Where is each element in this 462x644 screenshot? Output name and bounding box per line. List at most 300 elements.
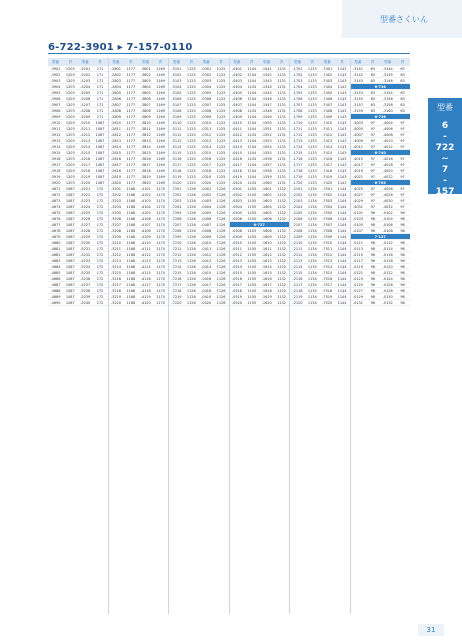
model-number-cell: -5225 xyxy=(80,211,91,215)
page-ref-cell: 171 xyxy=(96,67,104,71)
range-title: 6-722-3901 ▸ 7-157-0110 xyxy=(48,42,193,53)
page-ref-cell: 1132 xyxy=(277,265,287,269)
page-ref-cell: 1169 xyxy=(156,79,166,83)
model-number-cell: -1554 xyxy=(261,145,272,149)
page-ref-cell: 1126 xyxy=(216,283,226,287)
model-number-cell: -3146 xyxy=(382,79,393,83)
model-number-cell: -7408 xyxy=(322,109,333,113)
page-ref-cell: 1168 xyxy=(126,229,136,233)
page-ref-cell: 1132 xyxy=(277,199,287,203)
model-number-cell: -4004 xyxy=(382,121,393,125)
page-ref-cell: 1144 xyxy=(337,211,347,215)
page-ref-cell: 1104 xyxy=(247,67,257,71)
model-number-cell: -5118 xyxy=(171,169,182,173)
page-ref-cell: 1131 xyxy=(277,145,287,149)
model-number-cell: -0107 xyxy=(352,229,364,233)
page-ref-cell: 1168 xyxy=(126,199,136,203)
page-ref-cell: 1170 xyxy=(156,277,166,281)
model-number-cell: -7203 xyxy=(171,199,182,203)
page-ref-cell: 1131 xyxy=(277,163,287,167)
page-ref-cell: 98 xyxy=(400,253,405,257)
model-number-cell: -3915 xyxy=(50,151,61,155)
page-ref-cell: 1169 xyxy=(156,175,166,179)
model-number-cell: -4005 xyxy=(352,127,364,131)
model-number-cell: -7207 xyxy=(171,223,182,227)
page-number: 31 xyxy=(418,624,444,636)
page-ref-cell: 1134 xyxy=(307,295,317,299)
page-ref-cell: 1133 xyxy=(307,175,317,179)
model-number-cell: -1703 xyxy=(292,79,303,83)
page-ref-cell: 1125 xyxy=(186,103,196,107)
page-ref-cell: 1170 xyxy=(156,283,166,287)
model-number-cell: -3808 xyxy=(140,109,151,113)
model-number-cell: -0316 xyxy=(201,157,212,161)
page-ref-cell: 1125 xyxy=(216,91,226,95)
page-ref-cell: 97 xyxy=(400,205,405,209)
model-number-cell: -4688 xyxy=(50,289,61,293)
page-ref-cell: 63 xyxy=(400,73,405,77)
page-ref-cell: 97 xyxy=(400,157,405,161)
page-ref-cell: 1143 xyxy=(337,67,347,71)
page-ref-cell: 63 xyxy=(370,67,376,71)
page-ref-cell: 98 xyxy=(400,295,405,299)
page-ref-cell: 1104 xyxy=(247,127,257,131)
page-ref-cell: 1125 xyxy=(216,175,226,179)
page-ref-cell: 63 xyxy=(370,91,376,95)
page-ref-cell: 1133 xyxy=(307,157,317,161)
page-ref-cell: 63 xyxy=(400,97,405,101)
model-number-cell: -4671 xyxy=(50,187,61,191)
model-number-cell: -7507 xyxy=(322,223,333,227)
model-number-cell: -7512 xyxy=(322,253,333,257)
page-ref-cell: 1087 xyxy=(95,181,105,185)
model-number-cell: -3911 xyxy=(50,127,61,131)
page-ref-cell: 1087 xyxy=(65,229,75,233)
page-ref-cell: 1169 xyxy=(156,157,166,161)
page-ref-cell: 1105 xyxy=(247,277,257,281)
model-number-cell: -3913 xyxy=(50,139,61,143)
page-ref-cell: 98 xyxy=(370,259,376,263)
model-number-cell: -0101 xyxy=(352,211,364,215)
page-ref-cell: 1168 xyxy=(126,211,136,215)
index-table xyxy=(48,58,410,614)
page-ref-cell: 1125 xyxy=(216,133,226,137)
model-number-cell: -3218 xyxy=(110,289,122,293)
model-number-cell: -5224 xyxy=(80,205,91,209)
page-ref-cell: 1177 xyxy=(126,127,136,131)
page-ref-cell: 1132 xyxy=(277,295,287,299)
model-number-cell: -5107 xyxy=(171,103,182,107)
page-ref-cell: 1144 xyxy=(337,217,347,221)
page-ref-cell: 1087 xyxy=(95,139,105,143)
page-ref-cell: 171 xyxy=(96,91,104,95)
page-ref-cell: 1170 xyxy=(156,241,166,245)
model-number-cell: -0412 xyxy=(201,253,212,257)
page-ref-cell: 1126 xyxy=(186,265,196,269)
model-number-cell: -3817 xyxy=(140,163,151,167)
column-header xyxy=(230,58,290,66)
page-ref-cell: 1203 xyxy=(65,145,75,149)
page-ref-cell: 97 xyxy=(370,121,376,125)
page-ref-cell: 1177 xyxy=(126,67,136,71)
model-number-cell: -0404 xyxy=(231,85,243,89)
model-number-cell: -3919 xyxy=(50,175,61,179)
model-number-cell: -7401 xyxy=(322,67,333,71)
page-ref-cell: 1169 xyxy=(156,151,166,155)
model-number-cell: -0124 xyxy=(382,277,393,281)
page-ref-cell: 1087 xyxy=(65,211,75,215)
page-ref-cell: 1125 xyxy=(186,67,196,71)
column-header-cell: 型番 xyxy=(51,60,60,64)
page-ref-cell: 98 xyxy=(370,277,376,281)
model-number-cell: -0420 xyxy=(201,301,212,305)
model-number-cell: -4111 xyxy=(140,247,151,251)
page-ref-cell: 1125 xyxy=(216,79,226,83)
page-ref-cell: 63 xyxy=(370,79,376,83)
page-ref-cell: 1203 xyxy=(65,139,75,143)
model-number-cell: -3912 xyxy=(50,133,61,137)
model-number-cell: -5116 xyxy=(171,157,182,161)
model-number-cell: -4012 xyxy=(382,145,393,149)
side-index-tab[interactable] xyxy=(428,98,462,197)
model-number-cell: -0320 xyxy=(201,181,212,185)
model-number-cell: -0303 xyxy=(201,79,212,83)
model-number-cell: -1549 xyxy=(261,115,272,119)
page-ref-cell: 1168 xyxy=(126,289,136,293)
model-number-cell: -3816 xyxy=(140,157,151,161)
page-ref-cell: 97 xyxy=(370,127,376,131)
page-ref-cell: 1105 xyxy=(247,253,257,257)
model-number-cell: -7405 xyxy=(322,91,333,95)
model-number-cell: -0501 xyxy=(231,187,243,191)
page-ref-cell: 1203 xyxy=(65,73,75,77)
page-ref-cell: 1169 xyxy=(156,169,166,173)
page-ref-cell: 1104 xyxy=(247,115,257,119)
page-ref-cell: 1126 xyxy=(216,199,226,203)
page-ref-cell: 1168 xyxy=(126,301,136,305)
model-number-cell: -3153 xyxy=(352,91,364,95)
model-number-cell: -7415 xyxy=(322,151,333,155)
model-number-cell: -5101 xyxy=(171,67,182,71)
model-number-cell: -3810 xyxy=(140,121,151,125)
page-ref-cell: 1087 xyxy=(95,175,105,179)
page-ref-cell: 1144 xyxy=(337,265,347,269)
model-number-cell: -0411 xyxy=(201,247,212,251)
header-tab xyxy=(342,0,462,38)
page-ref-cell: 1168 xyxy=(126,265,136,269)
page-ref-cell: 1133 xyxy=(307,133,317,137)
header-title: 型番さくいん xyxy=(380,15,428,24)
page-ref-cell: 1170 xyxy=(156,295,166,299)
page-ref-cell: 1087 xyxy=(65,259,75,263)
model-number-cell: -3801 xyxy=(140,67,151,71)
page-ref-cell: 98 xyxy=(400,223,405,227)
page-ref-cell: 1168 xyxy=(126,217,136,221)
page-ref-cell: 1132 xyxy=(277,271,287,275)
model-number-cell: -5223 xyxy=(80,199,91,203)
page-ref-cell: 1143 xyxy=(337,145,347,149)
model-number-cell: -5103 xyxy=(171,79,182,83)
page-ref-cell: 1133 xyxy=(307,73,317,77)
model-number-cell: -3802 xyxy=(140,73,151,77)
page-ref-cell: 63 xyxy=(370,97,376,101)
model-number-cell: -0405 xyxy=(231,91,243,95)
model-number-cell: -4008 xyxy=(382,133,393,137)
page-ref-cell: 1143 xyxy=(337,109,347,113)
model-number-cell: -3906 xyxy=(50,97,61,101)
page-ref-cell: 1169 xyxy=(156,67,166,71)
page-ref-cell: 98 xyxy=(370,211,376,215)
page-ref-cell: 1143 xyxy=(337,181,347,185)
page-ref-cell: 1126 xyxy=(186,289,196,293)
page-ref-cell: 1170 xyxy=(156,301,166,305)
page-ref-cell: 1126 xyxy=(216,277,226,281)
page-ref-cell: 1131 xyxy=(277,157,287,161)
model-number-cell: -0104 xyxy=(382,217,393,221)
model-number-cell: -1605 xyxy=(261,211,272,215)
model-number-cell: -0111 xyxy=(352,241,364,245)
page-ref-cell: 1105 xyxy=(247,271,257,275)
page-ref-cell: 1203 xyxy=(65,151,75,155)
page-ref-cell: 1168 xyxy=(126,187,136,191)
page-ref-cell: 1125 xyxy=(186,163,196,167)
page-ref-cell: 1104 xyxy=(247,73,257,77)
page-ref-cell: 1105 xyxy=(247,187,257,191)
model-number-cell: -2111 xyxy=(292,247,303,251)
page-ref-cell: 1126 xyxy=(186,235,196,239)
model-number-cell: -4104 xyxy=(140,205,151,209)
model-number-cell: -1550 xyxy=(261,121,272,125)
model-number-cell: -0407 xyxy=(201,223,212,227)
page-ref-cell: 1087 xyxy=(65,253,75,257)
page-ref-cell: 1133 xyxy=(307,67,317,71)
page-ref-cell: 1125 xyxy=(216,169,226,173)
page-ref-cell: 1087 xyxy=(95,133,105,137)
model-number-cell: -7420 xyxy=(322,181,333,185)
page-ref-cell: 1132 xyxy=(277,193,287,197)
model-number-cell: -2805 xyxy=(110,91,122,95)
model-number-cell: -2804 xyxy=(110,85,122,89)
model-number-cell: -4681 xyxy=(50,247,61,251)
model-number-cell: -7214 xyxy=(171,265,182,269)
model-number-cell: -2118 xyxy=(292,289,303,293)
page-ref-cell: 1104 xyxy=(247,163,257,167)
model-number-cell: -7515 xyxy=(322,271,333,275)
page-ref-cell: 172 xyxy=(96,265,104,269)
page-ref-cell: 1132 xyxy=(277,211,287,215)
model-number-cell: -4686 xyxy=(50,277,61,281)
page-ref-cell: 1168 xyxy=(126,277,136,281)
model-number-cell: -4020 xyxy=(382,169,393,173)
page-ref-cell: 1125 xyxy=(216,181,226,185)
model-number-cell: -3809 xyxy=(140,115,151,119)
page-ref-cell: 1133 xyxy=(307,139,317,143)
model-number-cell: -3207 xyxy=(110,223,122,227)
page-ref-cell: 1177 xyxy=(126,103,136,107)
model-number-cell: -4118 xyxy=(140,289,151,293)
model-number-cell: -4682 xyxy=(50,253,61,257)
model-number-cell: -0511 xyxy=(231,247,243,251)
column-header-cell: 頁 xyxy=(340,60,344,64)
page-ref-cell: 1105 xyxy=(247,199,257,203)
model-number-cell: -3820 xyxy=(140,181,151,185)
page-ref-cell: 97 xyxy=(400,169,405,173)
side-tab-range-line: 157 xyxy=(435,187,455,197)
column-header-cell: 型番 xyxy=(293,60,302,64)
page-ref-cell: 172 xyxy=(96,271,104,275)
page-ref-cell: 63 xyxy=(370,103,376,107)
model-number-cell: -4116 xyxy=(140,277,151,281)
page-ref-cell: 97 xyxy=(370,175,376,179)
model-number-cell: -1706 xyxy=(292,97,303,101)
model-number-cell: -3904 xyxy=(50,85,61,89)
page-ref-cell: 1170 xyxy=(156,223,166,227)
page-ref-cell: 1087 xyxy=(65,241,75,245)
model-number-cell: -3214 xyxy=(110,265,122,269)
page-ref-cell: 1132 xyxy=(277,253,287,257)
page-ref-cell: 1134 xyxy=(307,229,317,233)
page-ref-cell: 1133 xyxy=(307,145,317,149)
page-ref-cell: 98 xyxy=(370,247,376,251)
page-ref-cell: 1105 xyxy=(247,259,257,263)
page-ref-cell: 1131 xyxy=(277,139,287,143)
model-number-cell: -0106 xyxy=(382,223,393,227)
page-ref-cell: 1134 xyxy=(307,217,317,221)
model-number-cell: -1558 xyxy=(261,169,272,173)
model-number-cell: -5117 xyxy=(171,163,182,167)
column-header-cell: 型番 xyxy=(323,60,331,64)
model-number-cell: -0419 xyxy=(201,295,212,299)
model-number-cell: -0413 xyxy=(201,259,212,263)
page-ref-cell: 1125 xyxy=(186,169,196,173)
page-ref-cell: 98 xyxy=(400,217,405,221)
model-number-cell: -3206 xyxy=(110,217,122,221)
model-number-cell: -0314 xyxy=(201,145,212,149)
model-number-cell: -0519 xyxy=(231,295,243,299)
model-number-cell: -4105 xyxy=(140,211,151,215)
page-ref-cell: 97 xyxy=(370,199,376,203)
model-number-cell: -1718 xyxy=(292,169,303,173)
page-ref-cell: 1126 xyxy=(186,253,196,257)
model-number-cell: -3905 xyxy=(50,91,61,95)
model-number-cell: -2816 xyxy=(110,157,122,161)
page-ref-cell: 1143 xyxy=(337,97,347,101)
model-number-cell: -5240 xyxy=(80,301,91,305)
model-number-cell: -7504 xyxy=(322,205,333,209)
page-ref-cell: 1087 xyxy=(65,223,75,227)
page-ref-cell: 1125 xyxy=(186,181,196,185)
page-ref-cell: 1125 xyxy=(216,103,226,107)
model-number-cell: -0408 xyxy=(201,229,212,233)
model-number-cell: -1603 xyxy=(261,199,272,203)
page-ref-cell: 171 xyxy=(96,85,104,89)
model-number-cell: -5106 xyxy=(171,97,182,101)
page-ref-cell: 1087 xyxy=(95,163,105,167)
model-number-cell: -3819 xyxy=(140,175,151,179)
page-ref-cell: 97 xyxy=(400,121,405,125)
page-ref-cell: 1169 xyxy=(156,139,166,143)
model-number-cell: -2806 xyxy=(110,97,122,101)
model-number-cell: -0417 xyxy=(201,283,212,287)
model-number-cell: -3158 xyxy=(382,103,393,107)
model-number-cell: -7212 xyxy=(171,253,182,257)
page-ref-cell: 1087 xyxy=(95,169,105,173)
model-number-cell: -3155 xyxy=(352,97,364,101)
model-number-cell: -4007 xyxy=(352,133,364,137)
page-ref-cell: 1169 xyxy=(156,163,166,167)
model-number-cell: -5210 xyxy=(80,121,91,125)
model-number-cell: -1715 xyxy=(292,151,303,155)
model-number-cell: -0301 xyxy=(201,67,212,71)
page-ref-cell: 1126 xyxy=(186,223,196,227)
model-number-cell: -1560 xyxy=(261,181,272,185)
model-number-cell: -0510 xyxy=(231,241,243,245)
page-ref-cell: 1126 xyxy=(216,247,226,251)
model-number-cell: -0123 xyxy=(352,277,364,281)
model-number-cell: -4683 xyxy=(50,259,61,263)
page-ref-cell: 1131 xyxy=(277,115,287,119)
model-number-cell: -3159 xyxy=(352,109,364,113)
section-label-text: 6-734 xyxy=(374,85,386,89)
model-number-cell: -7509 xyxy=(322,235,333,239)
model-number-cell: -4009 xyxy=(352,139,364,143)
model-number-cell: -5202 xyxy=(80,73,91,77)
model-number-cell: -0505 xyxy=(231,211,243,215)
model-number-cell: -0122 xyxy=(382,271,393,275)
page-ref-cell: 1177 xyxy=(126,73,136,77)
model-number-cell: -5112 xyxy=(171,133,182,137)
column-header-cell: 型番 xyxy=(202,60,210,64)
page-ref-cell: 171 xyxy=(96,103,104,107)
model-number-cell: -0128 xyxy=(382,289,393,293)
model-number-cell: -0317 xyxy=(201,163,212,167)
page-ref-cell: 1125 xyxy=(186,157,196,161)
model-number-cell: -7210 xyxy=(171,241,182,245)
model-number-cell: -1704 xyxy=(292,85,303,89)
model-number-cell: -2813 xyxy=(110,139,122,143)
index-column xyxy=(230,58,291,614)
page-ref-cell: 1126 xyxy=(216,301,226,305)
page-ref-cell: 1126 xyxy=(186,295,196,299)
page-ref-cell: 1170 xyxy=(156,193,166,197)
page-ref-cell: 1134 xyxy=(307,199,317,203)
model-number-cell: -4103 xyxy=(140,199,151,203)
page-ref-cell: 1143 xyxy=(337,85,347,89)
page-ref-cell: 1170 xyxy=(156,217,166,221)
page-ref-cell: 1177 xyxy=(126,151,136,155)
model-number-cell: -1612 xyxy=(261,253,272,257)
page-ref-cell: 1104 xyxy=(247,91,257,95)
model-number-cell: -5222 xyxy=(80,193,91,197)
model-number-cell: -7411 xyxy=(322,127,333,131)
model-number-cell: -0409 xyxy=(201,235,212,239)
model-number-cell: -0402 xyxy=(231,73,243,77)
page-ref-cell: 1126 xyxy=(186,259,196,263)
model-number-cell: -4003 xyxy=(352,121,364,125)
page-ref-cell: 1132 xyxy=(277,289,287,293)
model-number-cell: -0518 xyxy=(231,289,243,293)
page-ref-cell: 1144 xyxy=(337,193,347,197)
model-number-cell: -2107 xyxy=(292,223,303,227)
model-number-cell: -0407 xyxy=(231,103,243,107)
section-label-text: 7-137 xyxy=(374,235,386,239)
column-header-cell: 型番 xyxy=(172,60,181,64)
page-ref-cell: 98 xyxy=(400,265,405,269)
model-number-cell: -5209 xyxy=(80,115,91,119)
model-number-cell: -1559 xyxy=(261,175,272,179)
model-number-cell: -7219 xyxy=(171,295,182,299)
model-number-cell: -0310 xyxy=(201,121,212,125)
